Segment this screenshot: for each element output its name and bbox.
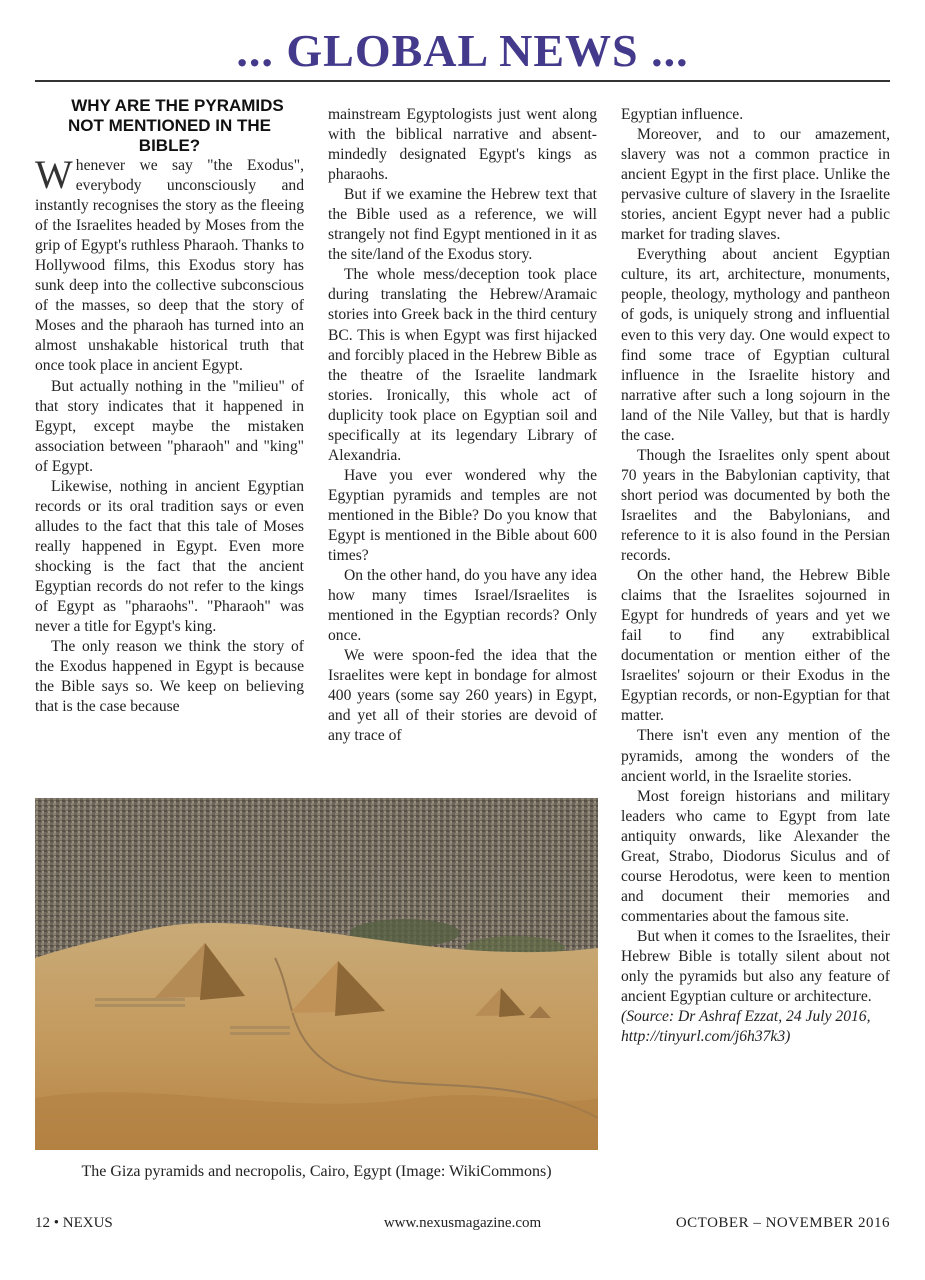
article-paragraph: The whole mess/deception took place during translating the Hebrew/Aramaic stories into Greek back in the third century BC. This is when Egypt was first hijacked and forcibly placed in the Hebrew Bible as the theatre of the Israelite landmark stories. Ironically, this whole act of duplicity took place on Egyptian soil and specifically at its legendary Library of Alexandria. xyxy=(328,266,597,464)
giza-pyramids-photo xyxy=(35,798,598,1150)
article-paragraph: Everything about ancient Egyptian culture, its art, architecture, monuments, people, theology, mythology and pantheon of gods, is uniquely strong and influential even to this very day. One would expect to find some trace of Egyptian cultural influence in the Israelite history and narrative after such a long sojourn in the land of the Nile Valley, but that is hardly the case. xyxy=(621,246,890,444)
header-divider xyxy=(35,80,890,82)
article-source: (Source: Dr Ashraf Ezzat, 24 July 2016, http://tinyurl.com/j6h37k3) xyxy=(621,1008,871,1046)
article-paragraph: Though the Israelites only spent about 70 years in the Babylonian captivity, that short period was documented by both the Israelites and the Babylonians, and reference to it is also found in the Persian records. xyxy=(621,446,890,565)
article-paragraph xyxy=(35,152,304,377)
article-paragraph: The only reason we think the story of the Exodus happened in Egypt is because the Bible says so. We keep on believing that is the case because xyxy=(35,638,304,716)
article-paragraph: We were spoon-fed the idea that the Israelites were kept in bondage for almost 400 years (some say 260 years) in Egypt, and yet all of their stories are devoid of any trace of xyxy=(328,647,597,745)
article-paragraph: Have you ever wondered why the Egyptian pyramids and temples are not mentioned in the Bible? Do you know that Egypt is mentioned in the Bible about 600 times? xyxy=(328,466,597,565)
article-paragraph: But if we examine the Hebrew text that the Bible used as a reference, we will strangely not find Egypt mentioned in it as the site/land of the Exodus story. xyxy=(328,186,597,264)
article-headline: WHY ARE THE PYRAMIDS NOT MENTIONED IN THE BIBLE? xyxy=(67,96,284,155)
photo-caption: The Giza pyramids and necropolis, Cairo, Egypt (Image: WikiCommons) xyxy=(81,1163,552,1180)
article-paragraph: On the other hand, the Hebrew Bible claims that the Israelites sojourned in Egypt for hundreds of years and yet we fail to find any extrabiblical documentation or mention either of the Israelites' sojourn or their Exodus in the Egyptian records, or non-Egyptian for that matter. xyxy=(621,567,890,725)
article-paragraph: Most foreign historians and military leaders who came to Egypt from late antiquity onwards, like Alexander the Great, Strabo, Diodorus Siculus and of course Herodotus, were keen to mention and document their memories and commentaries about the famous site. xyxy=(621,787,890,925)
article-paragraph: But when it comes to the Israelites, their Hebrew Bible is totally silent about not only the pyramids but also any feature of ancient Egyptian culture or architecture. xyxy=(621,927,890,1006)
article-paragraph: mainstream Egyptologists just went along with the biblical narrative and absent-mindedly designated Egypt's kings as pharaohs. xyxy=(328,106,597,184)
section-title: ... GLOBAL NEWS ... xyxy=(236,25,689,76)
article-paragraph: But actually nothing in the "milieu" of that story indicates that it happened in Egypt, except maybe the mistaken association between "pharaoh" and "king" of Egypt. xyxy=(35,377,304,475)
footer-website: www.nexusmagazine.com xyxy=(383,1215,542,1231)
footer-page-number: 12 • NEXUS xyxy=(35,1215,113,1231)
footer-issue-date: OCTOBER – NOVEMBER 2016 xyxy=(675,1215,890,1231)
paragraph-text: henever we say "the Exodus", everybody unconsciously and instantly recognises the story as the fleeing of the Israelites headed by Moses from the grip of Egypt's ruthless Pharaoh. Thanks to Hollywood films, this Exodus story has sunk deep into the collective subconscious of the masses, so deep that the story of Moses and the pharaoh has turned into an almost unshakable historical truth that once took place in ancient Egypt. xyxy=(35,157,304,375)
article-paragraph: Likewise, nothing in ancient Egyptian records or its oral tradition says or even alludes to the fact that this tale of Moses really happened in Egypt. Even more shocking is the fact that the ancient Egyptian records do not refer to the kings of Egypt as "pharaohs". "Pharaoh" was never a title for Egypt's king. xyxy=(35,477,304,636)
article-paragraph: There isn't even any mention of the pyramids, among the wonders of the ancient world, in the Israelite stories. xyxy=(621,727,890,785)
article-paragraph: Moreover, and to our amazement, slavery was not a common practice in ancient Egypt in the first place. Unlike the pervasive culture of slavery in the Israelite stories, ancient Egypt never had a public market for trading slaves. xyxy=(621,126,890,244)
article-paragraph: Egyptian influence. xyxy=(621,106,744,123)
article-column-2 xyxy=(328,105,597,747)
article-paragraph: On the other hand, do you have any idea how many times Israel/Israelites is mentioned in the Egyptian records? Only once. xyxy=(328,567,597,645)
article-column-1 xyxy=(35,96,304,717)
drop-cap: W xyxy=(35,152,73,197)
article-column-3 xyxy=(621,105,890,1047)
